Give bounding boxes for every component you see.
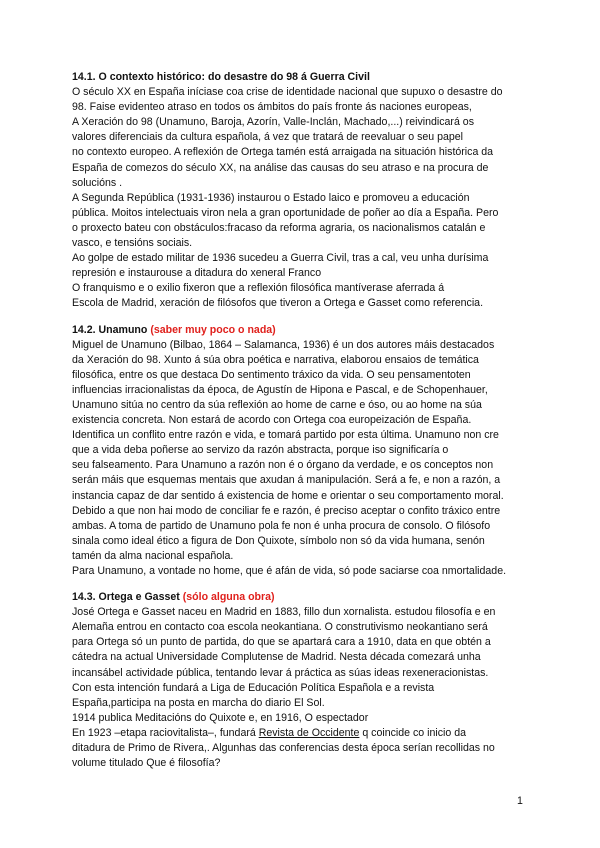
text-line: para Ortega só un punto de partida, do que se apartará cara a 1910, data en que obtén a (72, 636, 491, 649)
text-line: Debido a que non hai modo de conciliar fe e razón, é preciso aceptar o confito tráxico entre (72, 504, 501, 517)
text-line (72, 726, 534, 741)
text-line: pública. Moitos intelectuais viron nela a gran oportunidade de poñer ao día a España. Pero (72, 206, 499, 219)
text-line: sinala como ideal ético a figura de Don Quixote, símbolo non só da vida humana, senón (72, 534, 485, 547)
section-title: O contexto histórico: do desastre do 98 á Guerra Civil (98, 71, 370, 83)
text-line: A Segunda República (1931-1936) instaurou o Estado laico e promoveu a educación (72, 191, 470, 204)
text-line: existencia concreta. Non estará de acordo con Ortega coa europeización de España. (72, 414, 472, 427)
revista-de-occidente-link[interactable]: Revista de Occidente (258, 726, 360, 739)
text-line: influencias irracionalistas da época, de Agustín de Hipona e Pascal, e de Schopenhauer, (72, 383, 488, 396)
text-fragment: q coincide co inicio da (359, 726, 466, 739)
text-line: filosófica, entre os que destaca Do sentimento tráxico da vida. O seu pensamentoten (72, 368, 471, 381)
section-note: (saber muy poco o nada) (150, 323, 276, 336)
text-line: Ao golpe de estado militar de 1936 sucedeu a Guerra Civil, tras a cal, veu unha durísima (72, 252, 489, 265)
document-body (72, 70, 534, 771)
text-line: seu falseamento. Para Unamuno a razón non é o órgano da verdade, e os conceptos non (72, 459, 494, 472)
section-title: Ortega e Gasset (98, 591, 180, 604)
text-line: España de comezos do século XX, na análise das causas do seu atraso e na procura de (72, 161, 489, 174)
section-number: 14.1. (72, 71, 96, 83)
text-line: Para Unamuno, a vontade no home, que é afán de vida, só pode saciarse coa nmortalidade. (72, 565, 507, 577)
section-body-tail (72, 741, 534, 771)
text-line: ditadura de Primo de Rivera,. Algunhas das conferencias desta época serían recollidas no (72, 742, 495, 755)
page-number: 1 (517, 795, 523, 807)
text-line: solucións . (72, 176, 123, 189)
section-heading (72, 590, 534, 605)
section-heading (72, 70, 534, 85)
section-body (72, 605, 534, 726)
section-14-3 (72, 590, 534, 771)
text-line: instancia capaz de dar sentido á existencia de home e orientar o seu comportamento moral. (72, 489, 504, 502)
section-number: 14.2. (72, 323, 96, 336)
text-line: cátedra na actual Universidade Complutense de Madrid. Nesta década comezará unha (72, 651, 481, 664)
text-line: tamén da alma nacional española. (72, 549, 234, 562)
text-line: O século XX en España iníciase coa crise de identidade nacional que supuxo o desastre do (72, 86, 503, 99)
text-line: Identifica un conflito entre razón e vida, e tomará partido por esta última. Unamuno non cre (72, 429, 499, 442)
text-line: volume titulado Que é filosofía? (72, 757, 221, 770)
text-line: valores diferenciais da cultura española, á vez que tratará de reevaluar o seu papel (72, 131, 464, 144)
text-line: José Ortega e Gasset naceu en Madrid en 1883, fillo dun xornalista. estudou filosofía e en (72, 606, 496, 619)
text-line: que a vida deba poñerse ao servizo da razón abstracta, porque iso significaría o (72, 444, 449, 457)
text-line: ambas. A toma de partido de Unamuno pola fe non é unha procura de consolo. O filósofo (72, 519, 491, 532)
text-line: represión e instaurouse a ditadura do xeneral Franco (72, 267, 322, 280)
text-line: Escola de Madrid, xeración de filósofos que tiveron a Ortega e Gasset como referencia. (72, 297, 484, 310)
section-14-1 (72, 70, 534, 312)
text-line: o proxecto bateu con obstáculos:fracaso da reforma agraria, os nacionalismos catalán e (72, 221, 486, 234)
text-line: Con esta intención fundará a Liga de Educación Política Española e a revista (72, 681, 435, 694)
text-line: da Xeración do 98. Xunto á súa obra poética e narrativa, elaborou ensaios de temática (72, 353, 479, 366)
section-note: (sólo alguna obra) (182, 591, 275, 604)
text-line: no contexto europeo. A reflexión de Ortega tamén está arraigada na situación histórica da (72, 146, 494, 159)
text-fragment: En 1923 –etapa raciovitalista–, fundará (72, 726, 259, 739)
text-line: 98. Faise evidenteo atraso en todos os ámbitos do país fronte ás naciones europeas, (72, 101, 472, 114)
section-title: Unamuno (98, 323, 148, 336)
text-line: Alemaña entrou en contacto coa escola neokantiana. O construtivismo neokantiano será (72, 621, 488, 634)
section-number: 14.3. (72, 591, 96, 604)
text-line: A Xeración do 98 (Unamuno, Baroja, Azorín, Valle-Inclán, Machado,...) reivindicará os (72, 116, 474, 129)
text-line: Unamuno sitúa no centro da súa reflexión ao home de carne e óso, ou ao home na súa (72, 398, 482, 411)
section-heading (72, 323, 534, 338)
text-line: O franquismo e o exilio fixeron que a reflexión filosófica mantíverase aferrada á (72, 282, 445, 295)
text-line: incansábel actividade pública, tentando levar á práctica as súas ideas rexeneracionistas. (72, 666, 489, 679)
text-line: vasco, e tensións sociais. (72, 237, 193, 250)
text-line: 1914 publica Meditacións do Quixote e, en 1916, O espectador (72, 711, 369, 724)
section-14-2 (72, 323, 534, 580)
text-line: España,participa na posta en marcha do diario El Sol. (72, 696, 325, 709)
text-line: serán máis que esquemas mentais que axudan á manipulación. Será a fe, e non a razón, a (72, 474, 501, 487)
text-line: Miguel de Unamuno (Bilbao, 1864 – Salamanca, 1936) é un dos autores máis destacados (72, 338, 495, 351)
section-body (72, 338, 534, 580)
section-body (72, 85, 534, 311)
